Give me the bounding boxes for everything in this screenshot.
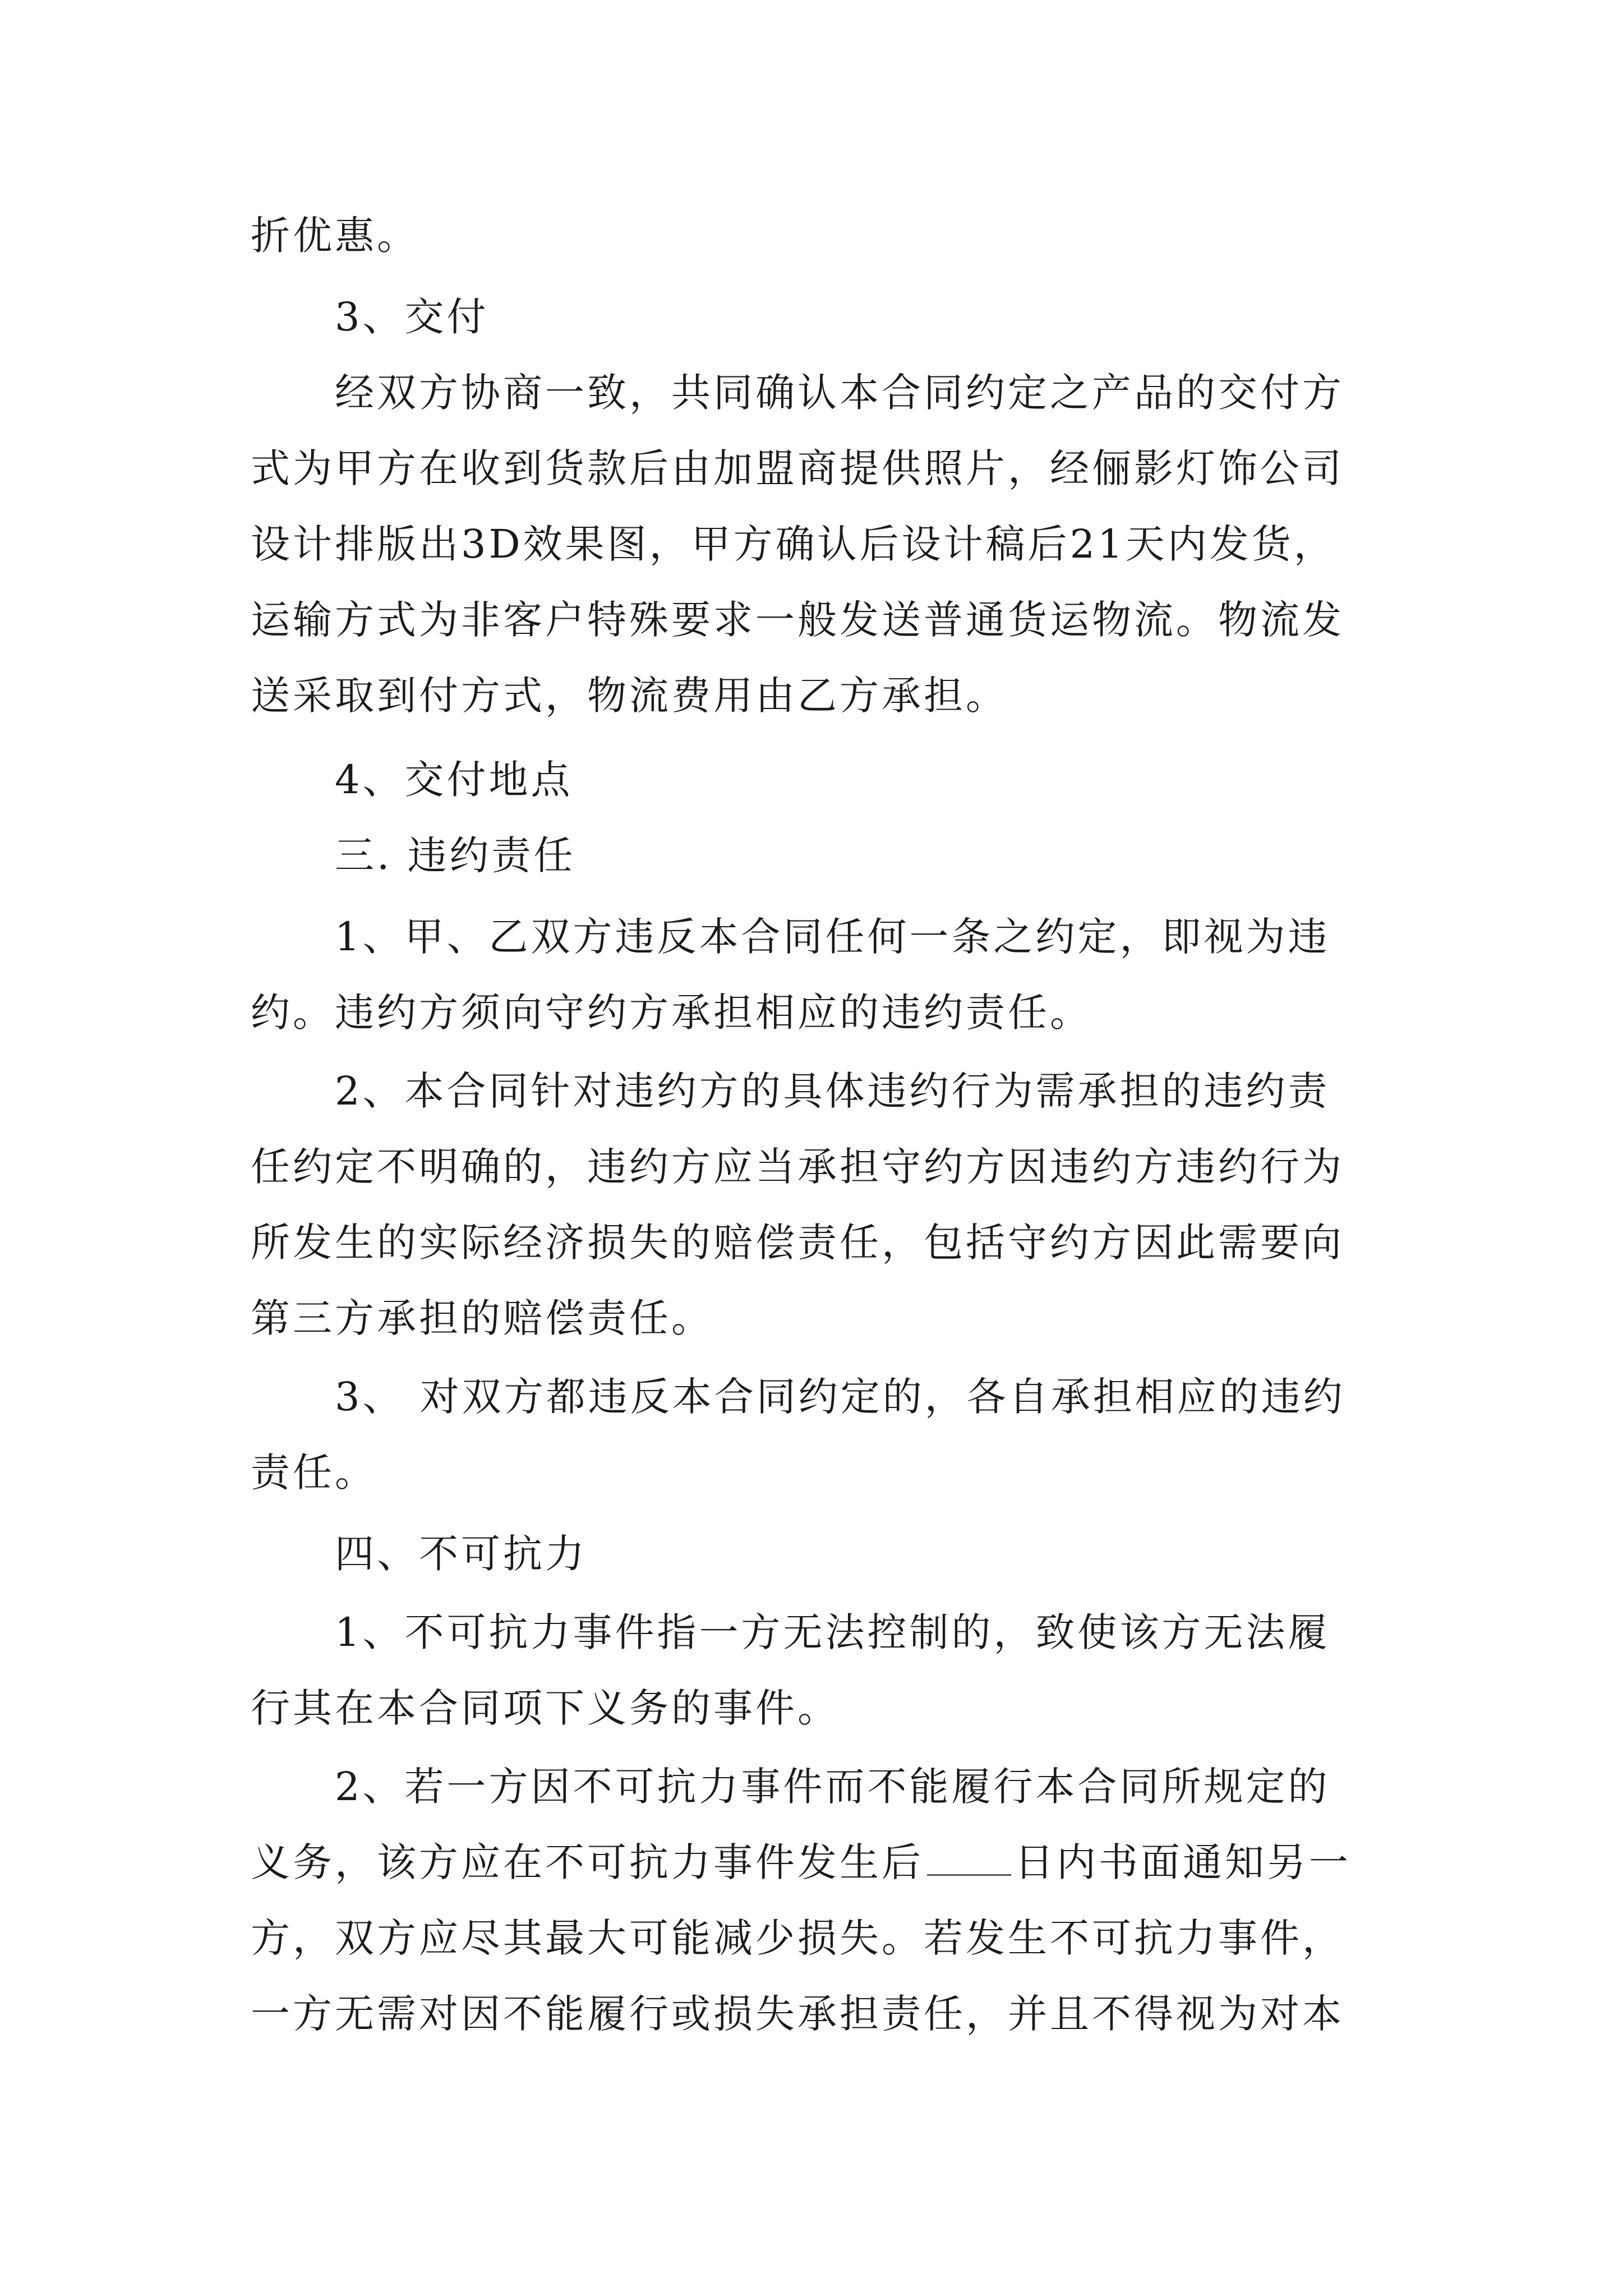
paragraph-line: 3、 对双方都违反本合同约定的，各自承担相应的违约: [335, 1374, 1345, 1420]
paragraph-line: 式为甲方在收到货款后由加盟商提供照片，经俪影灯饰公司: [251, 445, 1344, 491]
section-heading: 三. 违约责任: [335, 832, 576, 878]
line-text-before-blank: 义务，该方应在不可抗力事件发生后: [251, 1839, 924, 1885]
paragraph-line: 送采取到付方式，物流费用由乙方承担。: [251, 673, 1008, 719]
paragraph-line: 设计排版出3D效果图，甲方确认后设计稿后21天内发货，: [251, 521, 1336, 567]
paragraph-line: 方，双方应尽其最大可能减少损失。若发生不可抗力事件，: [251, 1915, 1344, 1961]
section-heading: 3、交付: [335, 294, 489, 340]
paragraph-line: 所发生的实际经济损失的赔偿责任，包括守约方因此需要向: [251, 1220, 1344, 1266]
paragraph-line: 经双方协商一致，共同确认本合同约定之产品的交付方: [335, 370, 1344, 416]
paragraph-line: 1、不可抗力事件指一方无法控制的，致使该方无法履: [335, 1609, 1330, 1655]
line-text-after-blank: 日内书面通知另一: [1015, 1839, 1351, 1885]
paragraph-line: 折优惠。: [251, 213, 419, 259]
paragraph-line: 2、若一方因不可抗力事件而不能履行本合同所规定的: [335, 1764, 1330, 1810]
paragraph-line: 1、甲、乙双方违反本合同任何一条之约定，即视为违: [335, 914, 1330, 960]
paragraph-line: 2、本合同针对违约方的具体违约行为需承担的违约责: [335, 1068, 1330, 1114]
fill-in-blank: [927, 1835, 1011, 1876]
paragraph-line: 责任。: [251, 1450, 377, 1496]
section-heading: 4、交付地点: [335, 757, 573, 803]
paragraph-line: 第三方承担的赔偿责任。: [251, 1295, 713, 1341]
paragraph-line: 任约定不明确的，违约方应当承担守约方因违约方违约行为: [251, 1144, 1344, 1190]
paragraph-line: 运输方式为非客户特殊要求一般发送普通货运物流。物流发: [251, 597, 1344, 643]
paragraph-line: 一方无需对因不能履行或损失承担责任，并且不得视为对本: [251, 1991, 1344, 2037]
section-heading: 四、不可抗力: [335, 1531, 587, 1577]
paragraph-line: [251, 1823, 1351, 1902]
paragraph-line: 约。违约方须向守约方承担相应的违约责任。: [251, 990, 1092, 1036]
paragraph-line: 行其在本合同项下义务的事件。: [251, 1685, 840, 1731]
